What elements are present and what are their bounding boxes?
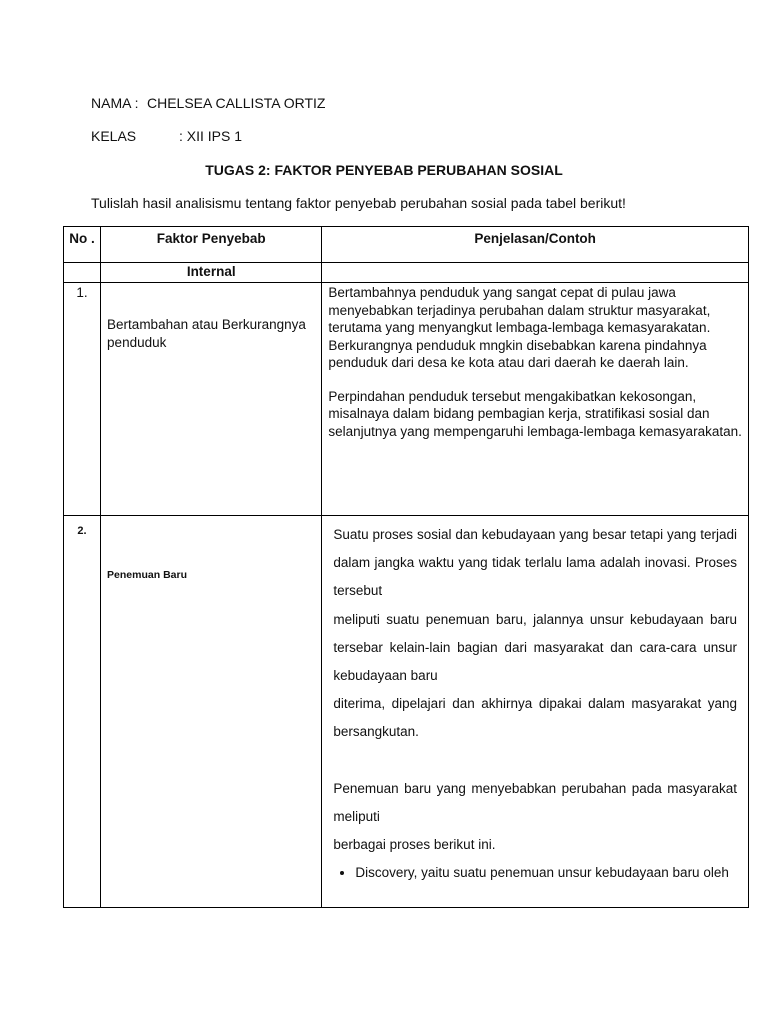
header-no: No .	[64, 227, 101, 263]
row-explanation	[322, 516, 749, 908]
header-explanation: Penjelasan/Contoh	[322, 227, 749, 263]
table-header-row	[64, 227, 749, 263]
explanation-paragraph: Perpindahan penduduk tersebut mengakibatkan kekosongan, misalnaya dalam bidang pembagian kerja, stratifikasi sosial dan selanjutnya yang mempengaruhi lembaga-lembaga kemasyarakatan.	[328, 388, 742, 439]
explanation-paragraph: meliputi suatu penemuan baru, jalannya unsur kebudayaan baru tersebar kelain-lain bagian dari masyarakat dan cara-cara unsur kebudayaan baru	[333, 611, 737, 684]
analysis-table	[63, 226, 749, 908]
table-row	[64, 283, 749, 516]
class-value: : XII IPS 1	[179, 128, 243, 144]
table-row	[64, 516, 749, 908]
section-row-internal	[64, 263, 749, 283]
class-label: KELAS	[91, 128, 137, 144]
name-value: CHELSEA CALLISTA ORTIZ	[147, 95, 326, 111]
explanation-paragraph: Suatu proses sosial dan kebudayaan yang besar tetapi yang terjadi dalam jangka waktu yang tidak terlalu lama adalah inovasi. Proses tersebut	[333, 527, 737, 599]
explanation-paragraph: Bertambahnya penduduk yang sangat cepat di pulau jawa menyebabkan terjadinya perubahan dalam struktur masyarakat, terutama yang menyangkut lembaga-lembaga kemasyarakatan. Berkurangnya penduduk mngkin disebabkan karena pindahnya penduduk dari desa ke kota atau dari daerah ke daerah lain.	[328, 285, 711, 370]
name-label: NAMA :	[91, 95, 139, 111]
header-factor: Faktor Penyebab	[101, 227, 322, 263]
row-number: 1.	[64, 283, 101, 516]
explanation-paragraph: diterima, dipelajari dan akhirnya dipakai dalam masyarakat yang bersangkutan.	[333, 696, 737, 740]
row-factor: Penemuan Baru	[101, 516, 322, 908]
row-explanation	[322, 283, 749, 516]
row-factor: Bertambahan atau Berkurangnya penduduk	[101, 283, 322, 516]
instruction-text: Tulislah hasil analisismu tentang faktor penyebab perubahan sosial pada tabel berikut!	[91, 195, 626, 211]
row-number: 2.	[64, 516, 101, 908]
assignment-title: TUGAS 2: FAKTOR PENYEBAB PERUBAHAN SOSIAL	[205, 162, 563, 178]
bullet-item: • Discovery, yaitu suatu penemuan unsur kebudayaan baru oleh	[355, 859, 737, 887]
explanation-paragraph: berbagai proses berikut ini.	[333, 837, 496, 853]
explanation-paragraph: Penemuan baru yang menyebabkan perubahan pada masyarakat meliputi	[333, 780, 737, 824]
bullet-list	[333, 859, 737, 887]
section-internal-label: Internal	[101, 263, 322, 283]
